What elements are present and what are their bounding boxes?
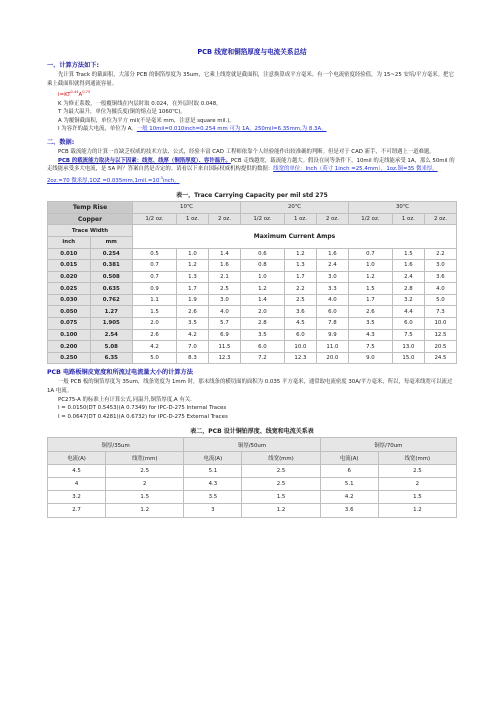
width-cell: 2.5 xyxy=(378,464,456,477)
width-inch-cell: 0.250 xyxy=(48,352,91,364)
current-cell: 13.0 xyxy=(392,341,424,353)
current-cell: 1.0 xyxy=(348,260,392,272)
current-cell: 7.0 xyxy=(176,341,208,353)
table1-body xyxy=(48,248,457,364)
current-cell: 2.2 xyxy=(424,248,456,260)
current-cell: 7.8 xyxy=(316,318,348,330)
current-cell: 2.8 xyxy=(392,283,424,295)
width-cell: 1.2 xyxy=(378,504,456,517)
current-cell: 2.2 xyxy=(284,283,316,295)
current-cell: 12.3 xyxy=(208,352,240,364)
width-inch-cell: 0.200 xyxy=(48,341,91,353)
table-row xyxy=(48,477,457,490)
width-mm-cell: 1.905 xyxy=(90,318,133,330)
mid-standard: PC275-A 的标准上有计算公式,同温升,铜箔厚度,A 有关. xyxy=(58,396,192,403)
current-cell: 1.5 xyxy=(348,283,392,295)
current-cell: 12.5 xyxy=(424,329,456,341)
current-cell: 0.9 xyxy=(133,283,177,295)
current-cell: 4.2 xyxy=(133,341,177,353)
table-row xyxy=(48,260,457,272)
table2-group-row xyxy=(48,438,457,451)
section1-paragraph: 先计算 Track 的截面积，大部分 PCB 的铜箔厚度为 35um，它乘上线宽就是截面积，注意换算成平方毫米。有一个电流密度经验值，为 15~25 安培/平方毫米。把它乘上截面积就得到通流容量。 xyxy=(47,72,454,87)
copper-cell: 1 oz. xyxy=(284,213,316,225)
current-cell: 3.6 xyxy=(424,271,456,283)
current-cell: 7.5 xyxy=(392,329,424,341)
copper-label: Copper xyxy=(48,213,133,225)
current-cell: 1.6 xyxy=(316,248,348,260)
factors-text: PCB 走线越宽，载流能力越大。假设在同等条件下，10mil 的走线能承受 1A，那么 50mil 的走线能承受多大电流，是 5A 吗？答案自然是否定的。请看以下来自国际权威机构提供的数据： xyxy=(47,157,455,173)
current-cell: 2.0 xyxy=(240,306,284,318)
copper-cell: 1/2 oz. xyxy=(133,213,177,225)
copper-cell: 1/2 oz. xyxy=(240,213,284,225)
units-note-end: inch。 xyxy=(162,177,180,184)
current-cell: 1.4 xyxy=(208,248,240,260)
current-cell: 2.1 xyxy=(208,271,240,283)
current-cell: 2.0 xyxy=(133,318,177,330)
width-inch-cell: 0.025 xyxy=(48,283,91,295)
current-cell: 3.5 xyxy=(184,491,242,504)
current-cell: 0.8 xyxy=(240,260,284,272)
width-inch-cell: 0.015 xyxy=(48,260,91,272)
current-cell: 6.0 xyxy=(284,329,316,341)
width-mm-cell: 6.35 xyxy=(90,352,133,364)
table2-header-row xyxy=(48,451,457,464)
table-row xyxy=(48,464,457,477)
width-cell: 1.2 xyxy=(106,504,184,517)
current-cell: 6.0 xyxy=(316,306,348,318)
current-cell: 1.6 xyxy=(208,260,240,272)
width-mm-cell: 2.54 xyxy=(90,329,133,341)
current-cell: 2.6 xyxy=(176,306,208,318)
temp-rise-label: Temp Rise xyxy=(48,202,133,214)
table1-copper-row xyxy=(48,213,457,225)
current-cell: 3.5 xyxy=(348,318,392,330)
width-cell: 1.2 xyxy=(242,504,320,517)
current-cell: 8.3 xyxy=(176,352,208,364)
width-cell: 1.5 xyxy=(242,491,320,504)
units-note-exp: -3 xyxy=(159,175,163,180)
current-cell: 5.7 xyxy=(208,318,240,330)
width-cell: 2 xyxy=(106,477,184,490)
header-cell: 线宽(mm) xyxy=(242,451,320,464)
current-cell: 4.3 xyxy=(348,329,392,341)
current-cell: 3 xyxy=(184,504,242,517)
a-definition: A 为覆铜截面积，单位为平方 mil(不是毫米 mm，注意是 square mil.)。 xyxy=(58,117,235,124)
current-cell: 15.0 xyxy=(392,352,424,364)
copper-cell: 1 oz. xyxy=(176,213,208,225)
current-cell: 3.5 xyxy=(176,318,208,330)
width-mm-cell: 0.762 xyxy=(90,294,133,306)
section2-heading: 二、数据: xyxy=(47,138,75,146)
unit-inch: inch xyxy=(48,236,91,248)
current-cell: 4.2 xyxy=(176,329,208,341)
current-cell: 2.4 xyxy=(392,271,424,283)
width-mm-cell: 0.508 xyxy=(90,271,133,283)
width-mm-cell: 5.08 xyxy=(90,341,133,353)
formula-main: I=KT xyxy=(58,91,71,98)
copper-cell: 1 oz. xyxy=(392,213,424,225)
width-mm-cell: 0.381 xyxy=(90,260,133,272)
formula-exp2: 0.75 xyxy=(82,90,91,95)
width-mm-cell: 0.635 xyxy=(90,283,133,295)
current-cell: 0.6 xyxy=(240,248,284,260)
current-cell: 1.2 xyxy=(240,283,284,295)
width-cell: 1.5 xyxy=(106,491,184,504)
current-cell: 1.3 xyxy=(284,260,316,272)
current-cell: 2.7 xyxy=(48,504,106,517)
copper-width-current-table xyxy=(47,437,457,517)
doc-title: PCB 线宽和铜箔厚度与电流关系总结 xyxy=(197,48,307,56)
current-cell: 7.3 xyxy=(424,306,456,318)
current-cell: 4.3 xyxy=(184,477,242,490)
table1-temp-row xyxy=(48,202,457,214)
table-row xyxy=(48,329,457,341)
group-50um: 铜厚/50um xyxy=(184,438,320,451)
current-cell: 24.5 xyxy=(424,352,456,364)
current-cell: 6.0 xyxy=(240,341,284,353)
i-definition xyxy=(47,125,457,134)
copper-cell: 1/2 oz. xyxy=(348,213,392,225)
current-cell: 9.9 xyxy=(316,329,348,341)
current-cell: 1.5 xyxy=(392,248,424,260)
current-cell: 1.0 xyxy=(176,248,208,260)
width-mm-cell: 0.254 xyxy=(90,248,133,260)
width-cell: 2.5 xyxy=(242,477,320,490)
current-cell: 3.6 xyxy=(320,504,378,517)
current-cell: 1.2 xyxy=(284,248,316,260)
current-cell: 3.0 xyxy=(208,294,240,306)
current-cell: 4 xyxy=(48,477,106,490)
current-cell: 9.0 xyxy=(348,352,392,364)
current-cell: 4.0 xyxy=(316,294,348,306)
current-cell: 1.3 xyxy=(176,271,208,283)
temp-20: 20℃ xyxy=(240,202,348,214)
current-cell: 4.0 xyxy=(208,306,240,318)
temp-10: 10℃ xyxy=(133,202,241,214)
width-inch-cell: 0.050 xyxy=(48,306,91,318)
current-cell: 6.0 xyxy=(392,318,424,330)
formula-mid: A xyxy=(78,91,83,98)
current-cell: 1.6 xyxy=(392,260,424,272)
table-row xyxy=(48,341,457,353)
current-cell: 2.6 xyxy=(133,329,177,341)
trace-capacity-table xyxy=(47,201,457,364)
current-cell: 2.6 xyxy=(348,306,392,318)
current-cell: 12.3 xyxy=(284,352,316,364)
i-definition-note: 一般 10mil=0.010inch=0.254 mm 可为 1A，250mil=6.35mm,为 8.3A。 xyxy=(136,126,327,133)
current-cell: 2.5 xyxy=(208,283,240,295)
t-definition: T 为最大温升，单位为摄氏度(铜的熔点是 1060℃)。 xyxy=(58,109,186,116)
current-cell: 11.5 xyxy=(208,341,240,353)
table2-caption: 表二，PCB 设计铜铂厚度、线宽和电流关系表 xyxy=(190,428,314,436)
current-cell: 6 xyxy=(320,464,378,477)
current-cell: 3.0 xyxy=(316,271,348,283)
current-cell: 2.8 xyxy=(240,318,284,330)
current-cell: 1.7 xyxy=(348,294,392,306)
width-cell: 2 xyxy=(378,477,456,490)
width-inch-cell: 0.030 xyxy=(48,294,91,306)
units-note-text: 线宽的单位：Inch（英寸 1inch =25.4mm），1oz.铜=35 微米厚，2oz.=70 微米厚,1OZ =0.035mm,1mil.=10 xyxy=(47,166,438,184)
group-35um: 铜厚/35um xyxy=(48,438,184,451)
formula-exp1: 0.44 xyxy=(70,90,79,95)
mid-paragraph: 一般 PCB 板的铜箔厚度为 35um，线条宽度为 1mm 时，那末线条的横切面的面积为 0.035 平方毫米，通常取电流密度 30A/平方毫米，所以，每毫米线宽可以流过 1A 电流。 xyxy=(47,379,453,395)
current-cell: 0.7 xyxy=(348,248,392,260)
k-definition: K 为修正系数，一般覆铜线在内层时取 0.024，在外层时取 0.048。 xyxy=(58,100,222,107)
width-cell: 1.5 xyxy=(378,491,456,504)
header-cell: 电流(A) xyxy=(320,451,378,464)
unit-mm: mm xyxy=(90,236,133,248)
factors-bold: PCB 的载流能力取决与以下因素：线宽、线厚（铜箔厚度）、容许温升。 xyxy=(58,157,231,164)
current-cell: 10.0 xyxy=(284,341,316,353)
current-cell: 20.5 xyxy=(424,341,456,353)
width-inch-cell: 0.010 xyxy=(48,248,91,260)
current-cell: 3.0 xyxy=(424,260,456,272)
current-cell: 11.0 xyxy=(316,341,348,353)
current-cell: 0.5 xyxy=(133,248,177,260)
current-cell: 5.0 xyxy=(424,294,456,306)
copper-cell: 2 oz. xyxy=(208,213,240,225)
current-cell: 1.2 xyxy=(348,271,392,283)
width-inch-cell: 0.075 xyxy=(48,318,91,330)
current-cell: 20.0 xyxy=(316,352,348,364)
table-row xyxy=(48,352,457,364)
table-row xyxy=(48,271,457,283)
i-definition-text: I 为容许的最大电流，单位为 A。 xyxy=(58,126,137,133)
trace-width-label: Trace Width xyxy=(48,225,133,237)
current-cell: 1.5 xyxy=(133,306,177,318)
width-inch-cell: 0.100 xyxy=(48,329,91,341)
header-cell: 线宽(mm) xyxy=(106,451,184,464)
mid-formula-internal: I = 0.0150(DT 0.5453)(A 0.7349) for IPC-D-275 Internal Traces xyxy=(58,405,227,412)
current-cell: 4.2 xyxy=(320,491,378,504)
current-cell: 3.6 xyxy=(284,306,316,318)
copper-cell: 2 oz. xyxy=(424,213,456,225)
current-cell: 4.0 xyxy=(424,283,456,295)
width-inch-cell: 0.020 xyxy=(48,271,91,283)
current-cell: 5.1 xyxy=(320,477,378,490)
mid-heading: PCB 电路板铜皮宽度和所流过电流量大小的计算方法 xyxy=(47,369,193,377)
section2-factors xyxy=(47,157,457,186)
current-cell: 1.7 xyxy=(284,271,316,283)
current-cell: 1.7 xyxy=(176,283,208,295)
width-cell: 2.5 xyxy=(242,464,320,477)
table-row xyxy=(48,294,457,306)
current-cell: 1.4 xyxy=(240,294,284,306)
current-cell: 3.5 xyxy=(240,329,284,341)
formula xyxy=(47,88,457,99)
table-row xyxy=(48,491,457,504)
table-row xyxy=(48,504,457,517)
current-cell: 7.2 xyxy=(240,352,284,364)
table2-body xyxy=(48,464,457,517)
current-cell: 4.4 xyxy=(392,306,424,318)
mid-formula-external: I = 0.0647(DT 0.4281)(A 0.6732) for IPC-D-275 External Traces xyxy=(58,413,228,420)
current-cell: 4.5 xyxy=(284,318,316,330)
header-cell: 电流(A) xyxy=(184,451,242,464)
current-cell: 1.0 xyxy=(240,271,284,283)
max-current-label: Maximum Current Amps xyxy=(133,225,457,248)
current-cell: 2.4 xyxy=(316,260,348,272)
table-row xyxy=(48,248,457,260)
section1-heading: 一、计算方法如下: xyxy=(47,62,99,69)
width-mm-cell: 1.27 xyxy=(90,306,133,318)
table-row xyxy=(48,318,457,330)
current-cell: 3.2 xyxy=(48,491,106,504)
table1-caption: 表一，Trace Carrying Capacity per mil std 275 xyxy=(176,192,328,200)
current-cell: 2.5 xyxy=(284,294,316,306)
table-row xyxy=(48,306,457,318)
header-cell: 电流(A) xyxy=(48,451,106,464)
group-70um: 铜厚/70um xyxy=(320,438,456,451)
current-cell: 4.5 xyxy=(48,464,106,477)
current-cell: 5.0 xyxy=(133,352,177,364)
current-cell: 10.0 xyxy=(424,318,456,330)
current-cell: 1.1 xyxy=(133,294,177,306)
document-page xyxy=(47,46,457,518)
current-cell: 3.2 xyxy=(392,294,424,306)
table-row xyxy=(48,283,457,295)
current-cell: 5.1 xyxy=(184,464,242,477)
current-cell: 0.7 xyxy=(133,260,177,272)
table1-width-row xyxy=(48,225,457,237)
current-cell: 0.7 xyxy=(133,271,177,283)
temp-30: 30℃ xyxy=(348,202,456,214)
current-cell: 1.9 xyxy=(176,294,208,306)
copper-cell: 2 oz. xyxy=(316,213,348,225)
current-cell: 6.9 xyxy=(208,329,240,341)
current-cell: 7.5 xyxy=(348,341,392,353)
current-cell: 1.2 xyxy=(176,260,208,272)
section2-paragraph: PCB 载流能力的计算一直缺乏权威的技术方法、公式，经验丰富 CAD 工程师依靠个人经验能作出较准确的判断。但是对于 CAD 新手，不可谓遇上一道难题。 xyxy=(58,148,435,155)
current-cell: 3.3 xyxy=(316,283,348,295)
width-cell: 2.5 xyxy=(106,464,184,477)
header-cell: 线宽(mm) xyxy=(378,451,456,464)
